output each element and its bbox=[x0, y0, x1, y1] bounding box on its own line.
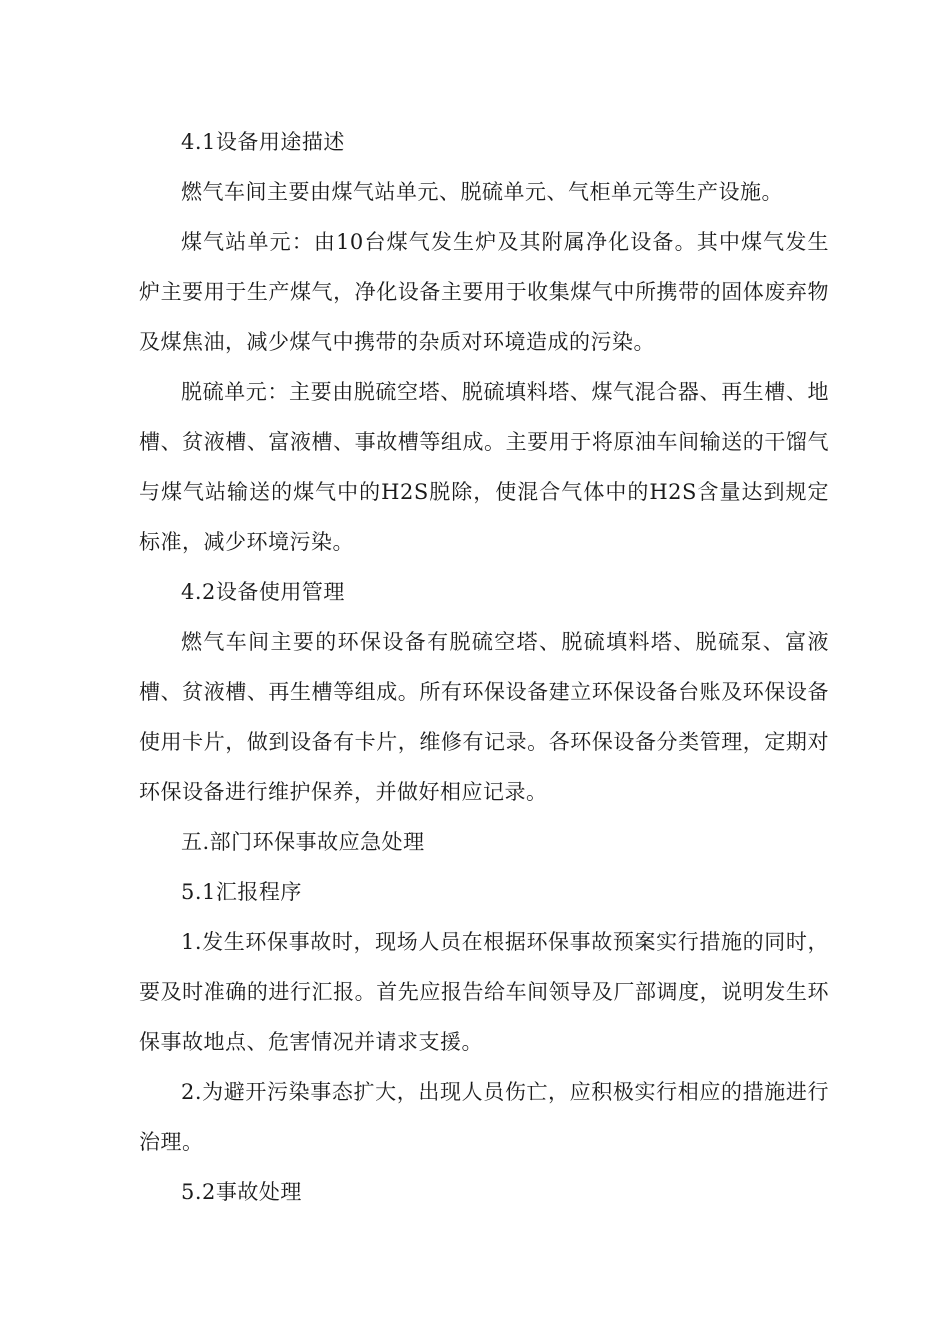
section-heading-4-1: 4.1设备用途描述 bbox=[181, 130, 345, 154]
paragraph-gas-station-unit: 煤气站单元：由10台煤气发生炉及其附属净化设备。其中煤气发生炉主要用于生产煤气，净化设备主要用于收集煤气中所携带的固体废弃物及煤焦油，减少煤气中携带的杂质对环境造成的污染。 bbox=[139, 230, 829, 354]
paragraph-report-step-2: 2.为避开污染事态扩大，出现人员伤亡，应积极实行相应的措施进行治理。 bbox=[139, 1080, 829, 1154]
document-body bbox=[139, 117, 829, 1217]
paragraph-desulfurization-unit: 脱硫单元：主要由脱硫空塔、脱硫填料塔、煤气混合器、再生槽、地槽、贫液槽、富液槽、事故槽等组成。主要用于将原油车间输送的干馏气与煤气站输送的煤气中的H2S脱除，使混合气体中的H2S含量达到规定标准，减少环境污染。 bbox=[139, 380, 829, 554]
paragraph-equipment-management: 燃气车间主要的环保设备有脱硫空塔、脱硫填料塔、脱硫泵、富液槽、贫液槽、再生槽等组成。所有环保设备建立环保设备台账及环保设备使用卡片，做到设备有卡片，维修有记录。各环保设备分类管理，定期对环保设备进行维护保养，并做好相应记录。 bbox=[139, 630, 829, 804]
section-heading-4-2: 4.2设备使用管理 bbox=[181, 580, 345, 604]
section-heading-5-2: 5.2事故处理 bbox=[181, 1180, 302, 1204]
chapter-heading-5: 五.部门环保事故应急处理 bbox=[181, 830, 425, 854]
paragraph-report-step-1: 1.发生环保事故时，现场人员在根据环保事故预案实行措施的同时，要及时准确的进行汇报。首先应报告给车间领导及厂部调度，说明发生环保事故地点、危害情况并请求支援。 bbox=[139, 930, 829, 1054]
paragraph-workshop-overview: 燃气车间主要由煤气站单元、脱硫单元、气柜单元等生产设施。 bbox=[181, 180, 783, 204]
section-heading-5-1: 5.1汇报程序 bbox=[181, 880, 302, 904]
